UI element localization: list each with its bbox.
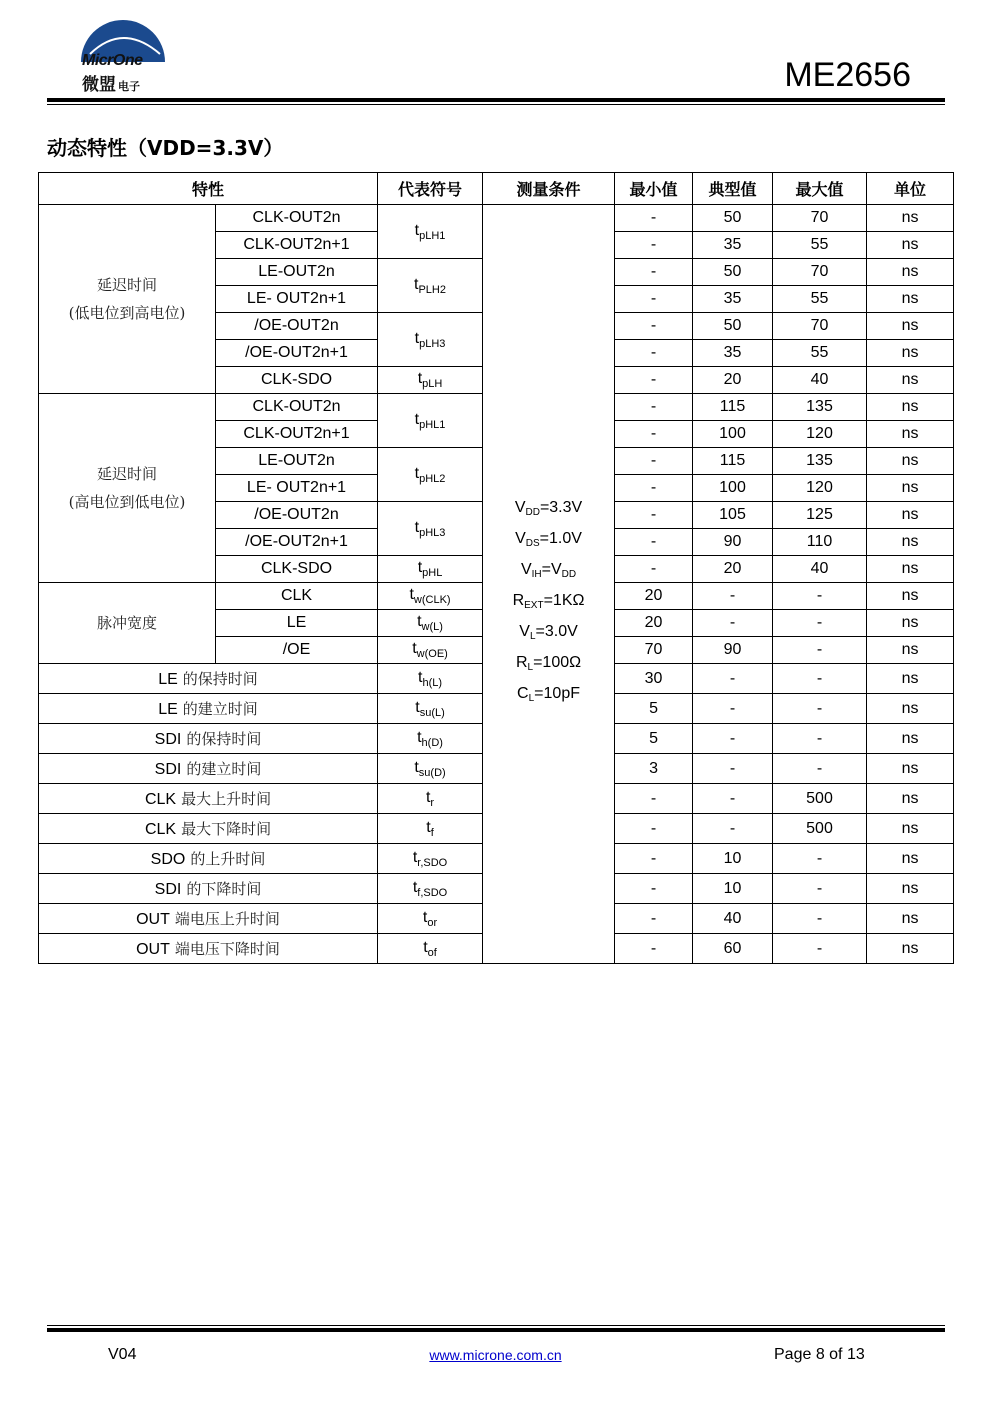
symbol-base: t bbox=[414, 329, 420, 347]
symbol-subscript: w(L) bbox=[421, 621, 443, 633]
symbol-base: t bbox=[417, 559, 423, 576]
condition-line bbox=[483, 681, 614, 712]
group-label-line1: 延迟时间 bbox=[96, 276, 157, 294]
typ-cell: 35 bbox=[693, 340, 773, 367]
unit-cell: ns bbox=[867, 529, 954, 556]
condition-symbol: R bbox=[512, 592, 525, 609]
param-cell: CLK-SDO bbox=[216, 367, 378, 394]
min-cell: - bbox=[615, 502, 693, 529]
typ-cell: - bbox=[693, 724, 773, 754]
unit-cell: ns bbox=[867, 475, 954, 502]
condition-symbol: V bbox=[520, 561, 532, 578]
symbol-cell bbox=[378, 259, 483, 313]
min-cell: - bbox=[615, 232, 693, 259]
symbol-cell bbox=[378, 205, 483, 259]
symbol-base: t bbox=[426, 818, 431, 836]
param-desc: 的下降时间 bbox=[186, 879, 262, 898]
param-desc: 端电压上升时间 bbox=[174, 909, 280, 928]
typ-cell: 35 bbox=[693, 286, 773, 313]
symbol-cell bbox=[378, 844, 483, 874]
symbol-base: t bbox=[425, 788, 431, 806]
param-name: CLK bbox=[144, 820, 177, 838]
typ-cell: - bbox=[693, 754, 773, 784]
typ-cell: 35 bbox=[693, 232, 773, 259]
max-cell: 55 bbox=[773, 286, 867, 313]
test-conditions bbox=[483, 205, 615, 964]
condition-line bbox=[483, 557, 614, 588]
min-cell: - bbox=[615, 259, 693, 286]
min-cell: - bbox=[615, 784, 693, 814]
param-name: CLK bbox=[144, 790, 177, 808]
param-name: OUT bbox=[136, 910, 170, 928]
unit-cell: ns bbox=[867, 754, 954, 784]
param-desc: 的建立时间 bbox=[186, 759, 262, 778]
condition-symbol: V bbox=[514, 499, 526, 516]
unit-cell: ns bbox=[867, 784, 954, 814]
symbol-subscript: pLH3 bbox=[419, 337, 446, 350]
typ-cell: - bbox=[693, 694, 773, 724]
symbol-base: t bbox=[417, 370, 423, 387]
unit-cell: ns bbox=[867, 874, 954, 904]
symbol-cell bbox=[378, 724, 483, 754]
footer-rule-thin bbox=[47, 1325, 945, 1326]
symbol-subscript: pLH1 bbox=[419, 229, 446, 242]
param-cell: /OE-OUT2n bbox=[216, 313, 378, 340]
max-cell: - bbox=[773, 874, 867, 904]
symbol-subscript: pHL3 bbox=[419, 526, 446, 539]
unit-cell: ns bbox=[867, 664, 954, 694]
footer-rule bbox=[47, 1328, 945, 1332]
min-cell: - bbox=[615, 394, 693, 421]
max-cell: - bbox=[773, 844, 867, 874]
param-cell: LE- OUT2n+1 bbox=[216, 475, 378, 502]
param-cell: /OE-OUT2n bbox=[216, 502, 378, 529]
max-cell: 40 bbox=[773, 556, 867, 583]
min-cell: - bbox=[615, 475, 693, 502]
max-cell: 500 bbox=[773, 784, 867, 814]
model-number: ME2656 bbox=[784, 56, 911, 94]
header-characteristic: 特性 bbox=[39, 173, 378, 205]
condition-value: =1KΩ bbox=[543, 592, 585, 609]
param-desc: 的保持时间 bbox=[186, 729, 262, 748]
param-cell: CLK-OUT2n+1 bbox=[216, 232, 378, 259]
min-cell: 30 bbox=[615, 664, 693, 694]
condition-subscript: DD bbox=[525, 507, 540, 518]
condition-subscript: DD bbox=[561, 569, 577, 580]
condition-value: =V bbox=[541, 561, 562, 578]
symbol-subscript: h(D) bbox=[421, 736, 443, 749]
group-label bbox=[39, 205, 216, 394]
header-rule bbox=[47, 98, 945, 102]
symbol-base: t bbox=[412, 640, 417, 657]
symbol-cell bbox=[378, 754, 483, 784]
unit-cell: ns bbox=[867, 394, 954, 421]
unit-cell: ns bbox=[867, 205, 954, 232]
param-cell bbox=[39, 844, 378, 874]
param-cell bbox=[39, 664, 378, 694]
symbol-base: t bbox=[415, 698, 420, 716]
param-cell bbox=[39, 724, 378, 754]
unit-cell: ns bbox=[867, 448, 954, 475]
unit-cell: ns bbox=[867, 814, 954, 844]
typ-cell: 100 bbox=[693, 475, 773, 502]
logo-text-cn: 微盟 电子 bbox=[82, 75, 140, 95]
min-cell: - bbox=[615, 313, 693, 340]
symbol-cell bbox=[378, 313, 483, 367]
max-cell: 500 bbox=[773, 814, 867, 844]
max-cell: 120 bbox=[773, 475, 867, 502]
condition-value: =3.3V bbox=[539, 499, 583, 516]
table-header-row bbox=[39, 173, 954, 205]
symbol-subscript: w(OE) bbox=[416, 648, 448, 660]
min-cell: - bbox=[615, 844, 693, 874]
condition-value: =10pF bbox=[534, 685, 580, 702]
min-cell: 20 bbox=[615, 610, 693, 637]
min-cell: 5 bbox=[615, 724, 693, 754]
unit-cell: ns bbox=[867, 904, 954, 934]
param-cell: /OE bbox=[216, 637, 378, 664]
param-cell bbox=[39, 934, 378, 964]
header-symbol: 代表符号 bbox=[378, 173, 483, 205]
param-name: LE bbox=[158, 670, 178, 688]
min-cell: - bbox=[615, 421, 693, 448]
typ-cell: 90 bbox=[693, 637, 773, 664]
typ-cell: 115 bbox=[693, 448, 773, 475]
header-condition: 测量条件 bbox=[483, 173, 615, 205]
param-cell bbox=[39, 694, 378, 724]
symbol-cell bbox=[378, 874, 483, 904]
min-cell: - bbox=[615, 529, 693, 556]
symbol-base: t bbox=[414, 518, 420, 536]
typ-cell: 50 bbox=[693, 313, 773, 340]
symbol-subscript: pHL1 bbox=[419, 418, 446, 431]
param-cell: LE- OUT2n+1 bbox=[216, 286, 378, 313]
condition-subscript: DS bbox=[525, 538, 540, 549]
symbol-cell bbox=[378, 664, 483, 694]
param-desc: 最大下降时间 bbox=[181, 819, 272, 838]
footer-version: V04 bbox=[108, 1346, 137, 1363]
symbol-subscript: or bbox=[427, 916, 438, 929]
param-cell bbox=[39, 754, 378, 784]
param-cell bbox=[39, 874, 378, 904]
unit-cell: ns bbox=[867, 934, 954, 964]
logo-text: MicrOne bbox=[82, 52, 143, 69]
group-label-line1: 脉冲宽度 bbox=[96, 614, 157, 632]
max-cell: 110 bbox=[773, 529, 867, 556]
symbol-subscript: PLH2 bbox=[418, 283, 446, 296]
typ-cell: 10 bbox=[693, 874, 773, 904]
typ-cell: 90 bbox=[693, 529, 773, 556]
symbol-cell bbox=[378, 694, 483, 724]
param-cell bbox=[39, 814, 378, 844]
unit-cell: ns bbox=[867, 259, 954, 286]
condition-subscript: L bbox=[529, 631, 536, 642]
param-desc: 端电压下降时间 bbox=[174, 939, 280, 958]
unit-cell: ns bbox=[867, 556, 954, 583]
min-cell: - bbox=[615, 286, 693, 313]
symbol-base: t bbox=[414, 410, 420, 428]
typ-cell: 50 bbox=[693, 205, 773, 232]
condition-symbol: V bbox=[519, 623, 530, 640]
typ-cell: 60 bbox=[693, 934, 773, 964]
param-cell: LE bbox=[216, 610, 378, 637]
param-desc: 最大上升时间 bbox=[181, 789, 272, 808]
typ-cell: 20 bbox=[693, 367, 773, 394]
max-cell: 55 bbox=[773, 340, 867, 367]
condition-subscript: EXT bbox=[524, 600, 544, 611]
symbol-cell bbox=[378, 394, 483, 448]
param-cell bbox=[39, 784, 378, 814]
symbol-base: t bbox=[417, 728, 422, 746]
condition-line bbox=[483, 495, 614, 526]
condition-line bbox=[483, 526, 614, 557]
min-cell: - bbox=[615, 205, 693, 232]
symbol-base: t bbox=[414, 464, 420, 482]
max-cell: 135 bbox=[773, 394, 867, 421]
unit-cell: ns bbox=[867, 610, 954, 637]
max-cell: 125 bbox=[773, 502, 867, 529]
section-title: 动态特性（VDD=3.3V） bbox=[47, 136, 284, 160]
condition-line bbox=[483, 650, 614, 681]
condition-subscript: L bbox=[528, 693, 535, 704]
header-unit: 单位 bbox=[867, 173, 954, 205]
symbol-cell bbox=[378, 904, 483, 934]
param-desc: 的保持时间 bbox=[182, 669, 258, 688]
min-cell: - bbox=[615, 340, 693, 367]
condition-line bbox=[483, 619, 614, 650]
symbol-cell bbox=[378, 610, 483, 637]
unit-cell: ns bbox=[867, 694, 954, 724]
symbol-subscript: pHL bbox=[422, 567, 443, 579]
condition-line bbox=[483, 588, 614, 619]
param-cell: CLK-SDO bbox=[216, 556, 378, 583]
symbol-base: t bbox=[422, 908, 428, 926]
max-cell: 70 bbox=[773, 205, 867, 232]
min-cell: 3 bbox=[615, 754, 693, 784]
footer-page-number: Page 8 of 13 bbox=[774, 1346, 865, 1363]
unit-cell: ns bbox=[867, 313, 954, 340]
symbol-subscript: f bbox=[430, 826, 434, 839]
symbol-base: t bbox=[417, 613, 422, 630]
symbol-cell bbox=[378, 637, 483, 664]
typ-cell: - bbox=[693, 583, 773, 610]
symbol-subscript: pHL2 bbox=[419, 472, 446, 485]
symbol-subscript: su(D) bbox=[418, 766, 446, 779]
max-cell: - bbox=[773, 934, 867, 964]
condition-subscript: L bbox=[527, 662, 534, 673]
symbol-base: t bbox=[414, 221, 420, 239]
symbol-cell bbox=[378, 784, 483, 814]
symbol-subscript: r,SDO bbox=[417, 856, 448, 869]
min-cell: 20 bbox=[615, 583, 693, 610]
condition-value: =3.0V bbox=[535, 623, 578, 640]
min-cell: - bbox=[615, 556, 693, 583]
symbol-cell bbox=[378, 448, 483, 502]
symbol-cell bbox=[378, 814, 483, 844]
param-cell: CLK-OUT2n bbox=[216, 205, 378, 232]
header-rule-thin bbox=[47, 104, 945, 105]
param-cell: CLK-OUT2n+1 bbox=[216, 421, 378, 448]
symbol-base: t bbox=[423, 938, 428, 956]
typ-cell: 115 bbox=[693, 394, 773, 421]
typ-cell: - bbox=[693, 784, 773, 814]
max-cell: - bbox=[773, 724, 867, 754]
unit-cell: ns bbox=[867, 724, 954, 754]
symbol-base: t bbox=[414, 275, 419, 293]
typ-cell: 10 bbox=[693, 844, 773, 874]
max-cell: - bbox=[773, 904, 867, 934]
symbol-cell bbox=[378, 583, 483, 610]
symbol-base: t bbox=[412, 848, 418, 866]
param-cell: CLK-OUT2n bbox=[216, 394, 378, 421]
min-cell: - bbox=[615, 814, 693, 844]
max-cell: - bbox=[773, 694, 867, 724]
group-label-line1: 延迟时间 bbox=[96, 465, 157, 483]
min-cell: - bbox=[615, 934, 693, 964]
symbol-cell bbox=[378, 502, 483, 556]
symbol-subscript: r bbox=[430, 796, 435, 809]
typ-cell: 100 bbox=[693, 421, 773, 448]
param-desc: 的上升时间 bbox=[190, 849, 266, 868]
param-cell: /OE-OUT2n+1 bbox=[216, 529, 378, 556]
symbol-subscript: w(CLK) bbox=[413, 594, 451, 606]
condition-symbol: R bbox=[515, 654, 528, 671]
symbol-base: t bbox=[412, 878, 418, 896]
max-cell: 40 bbox=[773, 367, 867, 394]
condition-value: =100Ω bbox=[533, 654, 582, 671]
param-name: OUT bbox=[136, 940, 170, 958]
typ-cell: 50 bbox=[693, 259, 773, 286]
param-cell: /OE-OUT2n+1 bbox=[216, 340, 378, 367]
param-name: SDO bbox=[150, 850, 186, 868]
header-min: 最小值 bbox=[615, 173, 693, 205]
symbol-cell bbox=[378, 556, 483, 583]
min-cell: - bbox=[615, 448, 693, 475]
typ-cell: - bbox=[693, 814, 773, 844]
unit-cell: ns bbox=[867, 367, 954, 394]
dynamic-characteristics-table bbox=[38, 172, 954, 964]
table-row bbox=[39, 205, 954, 232]
symbol-base: t bbox=[409, 586, 414, 603]
symbol-cell bbox=[378, 934, 483, 964]
max-cell: 70 bbox=[773, 259, 867, 286]
param-cell: LE-OUT2n bbox=[216, 448, 378, 475]
condition-subscript: IH bbox=[531, 569, 542, 580]
group-label bbox=[39, 394, 216, 583]
typ-cell: 105 bbox=[693, 502, 773, 529]
min-cell: 70 bbox=[615, 637, 693, 664]
max-cell: 70 bbox=[773, 313, 867, 340]
min-cell: - bbox=[615, 904, 693, 934]
min-cell: - bbox=[615, 367, 693, 394]
unit-cell: ns bbox=[867, 232, 954, 259]
unit-cell: ns bbox=[867, 286, 954, 313]
max-cell: - bbox=[773, 754, 867, 784]
group-label-line2: (高电位到低电位) bbox=[68, 493, 186, 511]
unit-cell: ns bbox=[867, 340, 954, 367]
param-name: LE bbox=[158, 700, 178, 718]
param-cell: LE-OUT2n bbox=[216, 259, 378, 286]
symbol-base: t bbox=[414, 758, 419, 776]
symbol-base: t bbox=[418, 668, 423, 686]
typ-cell: 20 bbox=[693, 556, 773, 583]
param-name: SDI bbox=[154, 760, 182, 778]
unit-cell: ns bbox=[867, 583, 954, 610]
condition-value: =1.0V bbox=[539, 530, 582, 547]
max-cell: 55 bbox=[773, 232, 867, 259]
param-cell bbox=[39, 904, 378, 934]
param-name: SDI bbox=[154, 880, 182, 898]
condition-symbol: C bbox=[517, 685, 529, 702]
max-cell: - bbox=[773, 583, 867, 610]
unit-cell: ns bbox=[867, 637, 954, 664]
symbol-subscript: pLH bbox=[422, 378, 443, 390]
param-cell: CLK bbox=[216, 583, 378, 610]
condition-symbol: V bbox=[515, 530, 526, 547]
typ-cell: - bbox=[693, 610, 773, 637]
param-desc: 的建立时间 bbox=[182, 699, 258, 718]
footer-website-link[interactable]: www.microne.com.cn bbox=[429, 1347, 562, 1363]
param-name: SDI bbox=[154, 730, 182, 748]
min-cell: - bbox=[615, 874, 693, 904]
typ-cell: 40 bbox=[693, 904, 773, 934]
max-cell: 120 bbox=[773, 421, 867, 448]
typ-cell: - bbox=[693, 664, 773, 694]
unit-cell: ns bbox=[867, 421, 954, 448]
group-label bbox=[39, 583, 216, 664]
header-typ: 典型值 bbox=[693, 173, 773, 205]
max-cell: - bbox=[773, 664, 867, 694]
symbol-cell bbox=[378, 367, 483, 394]
unit-cell: ns bbox=[867, 844, 954, 874]
symbol-subscript: h(L) bbox=[422, 676, 443, 689]
symbol-subscript: su(L) bbox=[419, 706, 445, 719]
symbol-subscript: of bbox=[427, 946, 437, 959]
max-cell: - bbox=[773, 637, 867, 664]
symbol-subscript: f,SDO bbox=[417, 886, 448, 899]
max-cell: 135 bbox=[773, 448, 867, 475]
unit-cell: ns bbox=[867, 502, 954, 529]
group-label-line2: (低电位到高电位) bbox=[68, 304, 186, 322]
min-cell: 5 bbox=[615, 694, 693, 724]
header-max: 最大值 bbox=[773, 173, 867, 205]
max-cell: - bbox=[773, 610, 867, 637]
